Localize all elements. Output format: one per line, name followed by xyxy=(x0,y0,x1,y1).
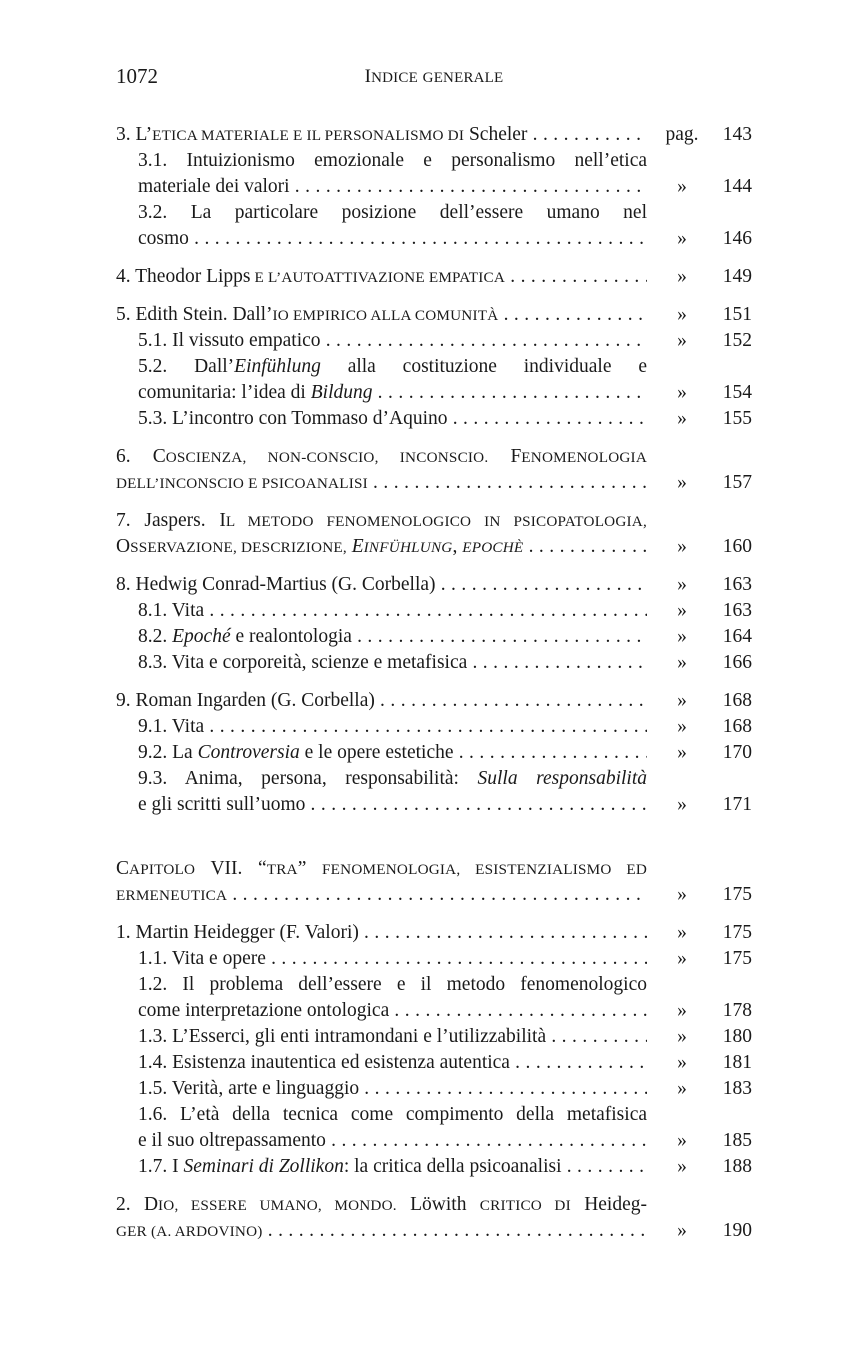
running-title: INDICE GENERALE xyxy=(364,66,504,87)
entry-title xyxy=(138,766,647,792)
entry-title-part: 5. Edith Stein. Dall’ xyxy=(116,304,273,325)
toc-subentry[interactable] xyxy=(116,998,752,1024)
entry-title xyxy=(116,1218,647,1245)
entry-title-part: 1.4. Esistenza inautentica ed esistenza autentica xyxy=(138,1052,510,1073)
toc-entry[interactable] xyxy=(116,508,752,534)
page-reference-marker: » xyxy=(677,794,687,815)
entry-title-part: ETICA MATERIALE E IL PERSONALISMO DI xyxy=(152,127,465,144)
entry-title-part: TRA xyxy=(266,861,298,878)
entry-title xyxy=(138,174,647,200)
entry-title-part: 8.1. Vita xyxy=(138,600,205,621)
entry-page-number: 160 xyxy=(722,536,752,557)
entry-title-part: 3.1. Intuizionismo emozionale e personalismo nell’etica xyxy=(138,150,647,171)
entry-title xyxy=(138,328,647,354)
entry-title-part: FENOMENOLOGIA, ESISTENZIALISMO ED xyxy=(322,861,647,878)
entry-page-number: 190 xyxy=(722,1220,752,1241)
toc-entry[interactable] xyxy=(116,122,752,148)
page-reference-marker: » xyxy=(677,228,687,249)
entry-page-number: 163 xyxy=(722,600,752,621)
toc-subentry[interactable] xyxy=(116,1128,752,1154)
entry-title-part: 9.2. La xyxy=(138,742,198,763)
toc-entry[interactable] xyxy=(116,302,752,328)
toc-entry[interactable] xyxy=(116,856,752,882)
entry-title-part: Sulla responsabilità xyxy=(477,768,647,789)
page-reference-marker: » xyxy=(677,716,687,737)
entry-title xyxy=(138,200,647,226)
page-reference-marker: » xyxy=(677,884,687,905)
entry-title-part: 1. Martin Heidegger (F. Valori) xyxy=(116,922,359,943)
entry-title xyxy=(116,444,647,470)
entry-page-number: 157 xyxy=(722,472,752,493)
entry-spacer xyxy=(116,432,752,444)
entry-title-part: 1.3. L’Esserci, gli enti intramondani e l’utilizzabilità xyxy=(138,1026,547,1047)
page-reference-marker: » xyxy=(677,304,687,325)
entry-title-part: E L’AUTOATTIVAZIONE EMPATICA xyxy=(250,269,506,286)
entry-title-part: ERMENEUTICA xyxy=(116,887,228,904)
toc-subentry[interactable] xyxy=(116,740,752,766)
entry-title-part: 5.3. L’incontro con Tommaso d’Aquino xyxy=(138,408,448,429)
entry-page-number: 151 xyxy=(722,304,752,325)
entry-title-part: materiale dei valori xyxy=(138,176,290,197)
entry-title-part: Seminari di Zollikon xyxy=(183,1156,344,1177)
entry-page-number: 175 xyxy=(722,884,752,905)
entry-page-number: 181 xyxy=(722,1052,752,1073)
entry-page-number: 171 xyxy=(722,794,752,815)
toc-subentry[interactable] xyxy=(116,1050,752,1076)
page-reference-marker: » xyxy=(677,1026,687,1047)
entry-title-part: VII. “ xyxy=(195,858,267,879)
entry-spacer xyxy=(116,290,752,302)
toc-subentry[interactable] xyxy=(116,598,752,624)
entry-title-part: 8.2. xyxy=(138,626,173,647)
entry-title xyxy=(138,1050,647,1076)
entry-title-part: , xyxy=(452,536,463,557)
entry-title xyxy=(116,688,647,714)
entry-page-number: 188 xyxy=(722,1156,752,1177)
page-reference-marker: » xyxy=(677,330,687,351)
page-reference-marker: » xyxy=(677,382,687,403)
entry-title-part: e le opere estetiche xyxy=(299,742,454,763)
page-reference-marker: » xyxy=(677,1130,687,1151)
entry-title-part: e il suo oltrepassamento xyxy=(138,1130,326,1151)
entry-spacer xyxy=(116,818,752,856)
entry-title xyxy=(116,122,647,149)
entry-title-part: 1.2. Il problema dell’essere e il metodo fenomenologico xyxy=(138,974,647,995)
entry-title-part: 3. L’ xyxy=(116,124,153,145)
entry-page-number: 149 xyxy=(722,266,752,287)
entry-title-part: ENOMENOLOGIA xyxy=(521,449,647,466)
entry-title xyxy=(116,572,647,598)
toc-subentry[interactable] xyxy=(116,1154,752,1180)
page-reference-marker: » xyxy=(677,600,687,621)
toc-entry[interactable] xyxy=(116,920,752,946)
entry-page-number: 175 xyxy=(722,948,752,969)
entry-title-part: 1.6. L’età della tecnica come compimento della metafisica xyxy=(138,1104,647,1125)
entry-page-number: 154 xyxy=(722,382,752,403)
entry-title xyxy=(116,508,647,534)
entry-page-number: 185 xyxy=(722,1130,752,1151)
entry-page-number: 163 xyxy=(722,574,752,595)
entry-page-number: 168 xyxy=(722,716,752,737)
page-reference-marker: » xyxy=(677,574,687,595)
entry-title xyxy=(116,856,647,882)
entry-title xyxy=(116,264,647,291)
entry-title xyxy=(138,1128,647,1154)
entry-title-part: 2. D xyxy=(116,1194,159,1215)
toc-subentry[interactable] xyxy=(116,200,752,226)
page-reference-marker: » xyxy=(677,1156,687,1177)
entry-title-part: APITOLO xyxy=(129,861,196,878)
entry-title xyxy=(138,1024,647,1050)
page-reference-marker: » xyxy=(677,1220,687,1241)
entry-title xyxy=(138,1076,647,1102)
entry-title-part: 1.7. I xyxy=(138,1156,184,1177)
entry-page-number: 144 xyxy=(722,176,752,197)
entry-title-part: come interpretazione ontologica xyxy=(138,1000,390,1021)
entry-title-part: INFÜHLUNG xyxy=(363,539,453,556)
entry-title xyxy=(138,714,647,740)
entry-page-number: 152 xyxy=(722,330,752,351)
entry-title xyxy=(138,624,647,650)
entry-title-part: 4. Theodor Lipps xyxy=(116,266,251,287)
entry-page-number: 166 xyxy=(722,652,752,673)
entry-spacer xyxy=(116,560,752,572)
page-reference-marker: » xyxy=(677,176,687,197)
page-reference-marker: » xyxy=(677,266,687,287)
toc-entry[interactable] xyxy=(116,572,752,598)
toc-entry[interactable] xyxy=(116,882,752,908)
entry-page-number: 170 xyxy=(722,742,752,763)
entry-title-part: Heideg- xyxy=(570,1194,647,1215)
toc-subentry[interactable] xyxy=(116,174,752,200)
entry-title-part: DELL’INCONSCIO E PSICOANALISI xyxy=(116,475,368,492)
toc-entry[interactable] xyxy=(116,1218,752,1244)
table-of-contents xyxy=(116,122,752,1244)
toc-entry[interactable] xyxy=(116,264,752,290)
entry-title xyxy=(138,598,647,624)
entry-title-part: O xyxy=(116,536,131,557)
entry-title-part: EPOCHÈ xyxy=(462,539,524,556)
page-reference-marker: » xyxy=(677,536,687,557)
toc-subentry[interactable] xyxy=(116,148,752,174)
entry-title-part: IO, ESSERE UMANO, MONDO. xyxy=(158,1197,397,1214)
entry-title-part: Löwith xyxy=(396,1194,480,1215)
page-reference-marker: » xyxy=(677,408,687,429)
page-reference-marker: » xyxy=(677,626,687,647)
entry-title xyxy=(116,470,647,497)
entry-title-part: L METODO FENOMENOLOGICO IN PSICOPATOLOGIA, xyxy=(225,513,647,530)
toc-subentry[interactable] xyxy=(116,1024,752,1050)
toc-subentry[interactable] xyxy=(116,792,752,818)
entry-title xyxy=(138,1102,647,1128)
entry-page-number: 155 xyxy=(722,408,752,429)
toc-subentry[interactable] xyxy=(116,380,752,406)
entry-title-part: GER (A. ARDOVINO) xyxy=(116,1223,263,1240)
toc-subentry[interactable] xyxy=(116,650,752,676)
toc-subentry[interactable] xyxy=(116,714,752,740)
entry-title xyxy=(138,946,647,972)
toc-entry[interactable] xyxy=(116,688,752,714)
entry-title-part: C xyxy=(116,858,130,879)
entry-title xyxy=(116,882,647,909)
running-header xyxy=(116,64,752,94)
entry-title-part: 9.1. Vita xyxy=(138,716,205,737)
page-reference-marker: » xyxy=(677,472,687,493)
toc-subentry[interactable] xyxy=(116,226,752,252)
entry-title-part: OSCIENZA, NON-CONSCIO, INCONSCIO. xyxy=(165,449,489,466)
entry-title xyxy=(138,1154,647,1180)
entry-title-part: e gli scritti sull’uomo xyxy=(138,794,306,815)
entry-title-part: alla costituzione individuale e xyxy=(320,356,647,377)
entry-title-part: ” xyxy=(297,858,323,879)
entry-title-part: comunitaria: l’idea di xyxy=(138,382,311,403)
entry-title-part: Scheler xyxy=(464,124,528,145)
entry-title-part: 5.2. Dall’ xyxy=(138,356,235,377)
entry-page-number: 146 xyxy=(722,228,752,249)
entry-title xyxy=(138,650,647,676)
entry-title-part: e realontologia xyxy=(230,626,352,647)
entry-title xyxy=(116,534,647,561)
entry-title-part: CRITICO DI xyxy=(479,1197,571,1214)
page-reference-marker: » xyxy=(677,1052,687,1073)
entry-spacer xyxy=(116,252,752,264)
page-reference-marker: » xyxy=(677,922,687,943)
entry-title xyxy=(138,380,647,406)
page-reference-marker: » xyxy=(677,1000,687,1021)
entry-title-part: 1.1. Vita e opere xyxy=(138,948,266,969)
entry-page-number: 168 xyxy=(722,690,752,711)
entry-title xyxy=(116,1192,647,1218)
entry-title xyxy=(138,226,647,252)
entry-title-part: 6. C xyxy=(116,446,166,467)
entry-spacer xyxy=(116,676,752,688)
entry-title xyxy=(138,998,647,1024)
toc-subentry[interactable] xyxy=(116,946,752,972)
entry-title xyxy=(116,302,647,329)
entry-page-number: 180 xyxy=(722,1026,752,1047)
toc-subentry[interactable] xyxy=(116,1102,752,1128)
entry-title xyxy=(116,920,647,946)
page-reference-marker: pag. xyxy=(665,124,699,145)
toc-entry[interactable] xyxy=(116,444,752,470)
toc-subentry[interactable] xyxy=(116,624,752,650)
entry-title-part: 8.3. Vita e corporeità, scienze e metafisica xyxy=(138,652,468,673)
page-number: 1072 xyxy=(116,64,158,88)
entry-title-part: Einfühlung xyxy=(234,356,321,377)
entry-title-part: Bildung xyxy=(310,382,373,403)
entry-title xyxy=(138,406,647,432)
entry-title-part: cosmo xyxy=(138,228,189,249)
page-reference-marker: » xyxy=(677,652,687,673)
entry-title-part: 3.2. La particolare posizione dell’essere umano nel xyxy=(138,202,647,223)
entry-title-part: F xyxy=(488,446,522,467)
entry-title-part: SSERVAZIONE, DESCRIZIONE, xyxy=(130,539,347,556)
entry-spacer xyxy=(116,496,752,508)
page-reference-marker: » xyxy=(677,690,687,711)
entry-page-number: 178 xyxy=(722,1000,752,1021)
page-reference-marker: » xyxy=(677,742,687,763)
entry-title xyxy=(138,740,647,766)
entry-title-part: 9.3. Anima, persona, responsabilità: xyxy=(138,768,478,789)
page-reference-marker: » xyxy=(677,948,687,969)
toc-entry[interactable] xyxy=(116,470,752,496)
entry-title-part: IO EMPIRICO ALLA COMUNITÀ xyxy=(272,307,499,324)
entry-spacer xyxy=(116,908,752,920)
toc-entry[interactable] xyxy=(116,1192,752,1218)
toc-subentry[interactable] xyxy=(116,766,752,792)
toc-subentry[interactable] xyxy=(116,1076,752,1102)
page-reference-marker: » xyxy=(677,1078,687,1099)
toc-subentry[interactable] xyxy=(116,972,752,998)
entry-title xyxy=(138,792,647,818)
entry-page-number: 175 xyxy=(722,922,752,943)
entry-title-part: E xyxy=(346,536,364,557)
toc-subentry[interactable] xyxy=(116,354,752,380)
toc-entry[interactable] xyxy=(116,534,752,560)
entry-page-number: 164 xyxy=(722,626,752,647)
entry-title-part: 1.5. Verità, arte e linguaggio xyxy=(138,1078,360,1099)
entry-title-part: Controversia xyxy=(197,742,300,763)
toc-subentry[interactable] xyxy=(116,406,752,432)
entry-title-part: Epoché xyxy=(172,626,231,647)
entry-title-part: 8. Hedwig Conrad-Martius (G. Corbella) xyxy=(116,574,436,595)
entry-title xyxy=(138,972,647,998)
entry-title-part: 9. Roman Ingarden (G. Corbella) xyxy=(116,690,375,711)
entry-page-number: 143 xyxy=(722,124,752,145)
entry-spacer xyxy=(116,1180,752,1192)
toc-subentry[interactable] xyxy=(116,328,752,354)
entry-title xyxy=(138,148,647,174)
entry-title-part: 7. Jaspers. I xyxy=(116,510,226,531)
entry-title-part: 5.1. Il vissuto empatico xyxy=(138,330,321,351)
entry-title-part: : la critica della psicoanalisi xyxy=(343,1156,562,1177)
entry-title xyxy=(138,354,647,380)
entry-page-number: 183 xyxy=(722,1078,752,1099)
